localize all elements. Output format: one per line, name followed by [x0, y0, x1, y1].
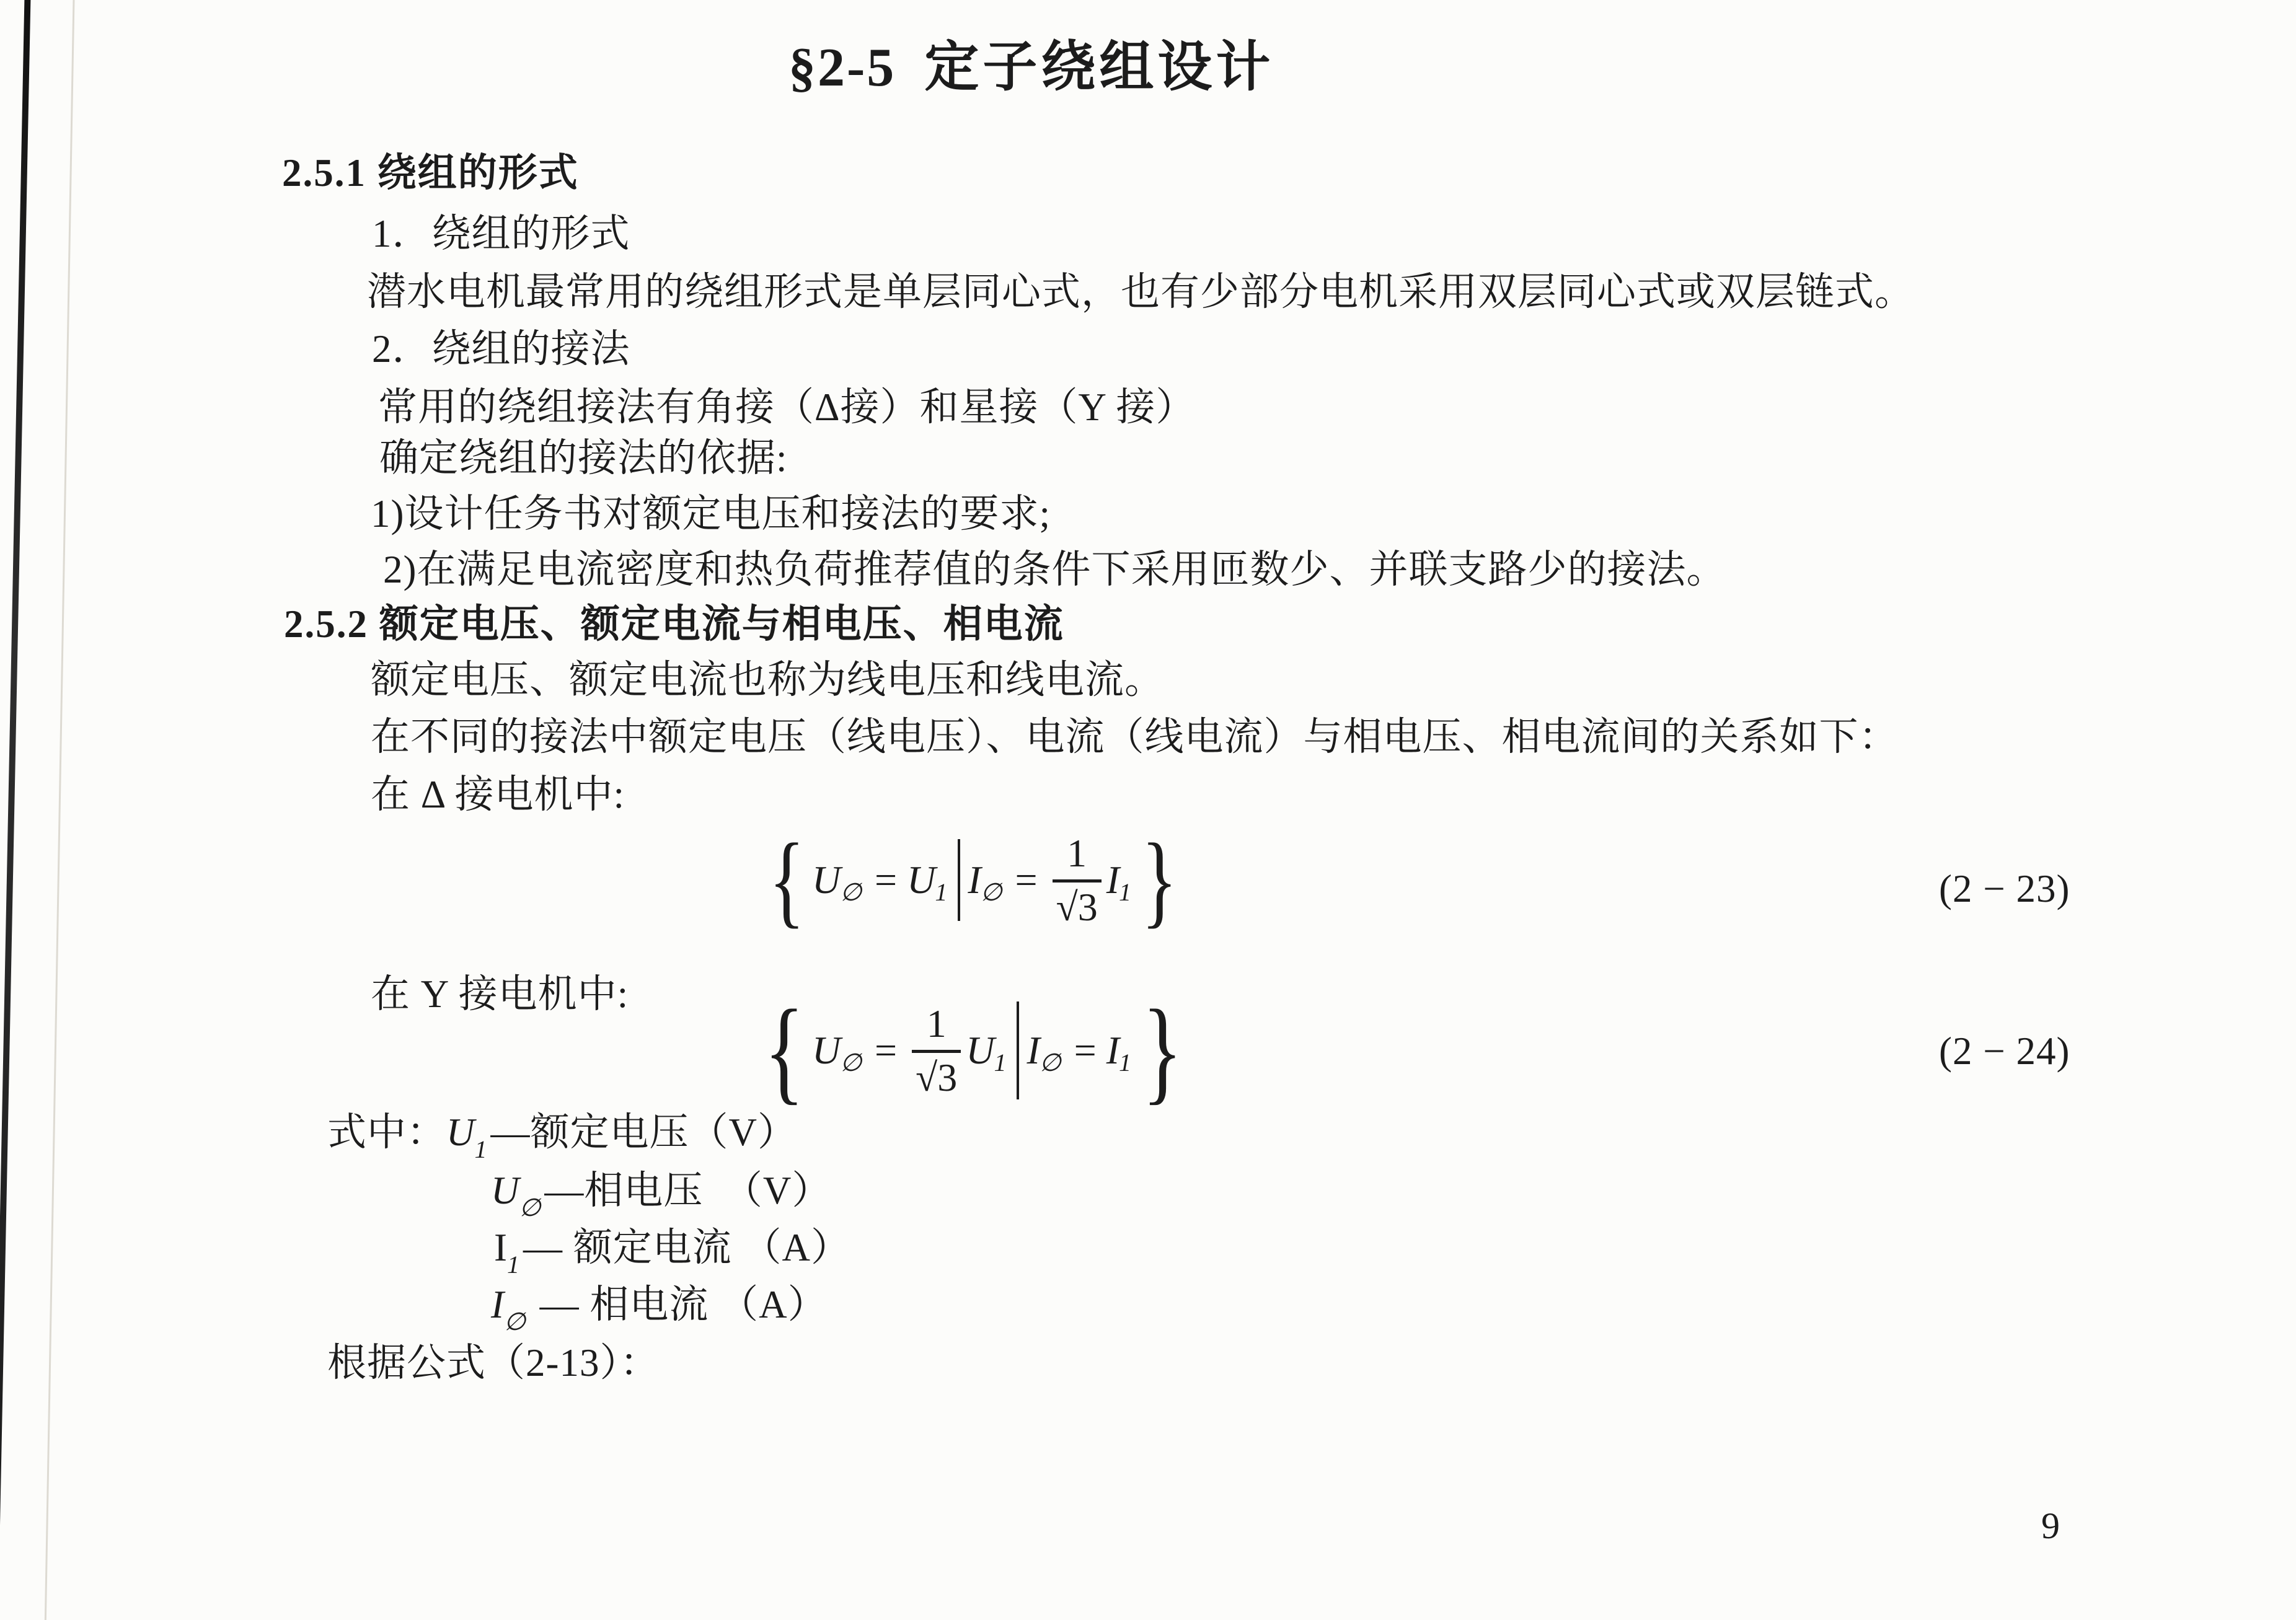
body-line-relation-intro: 在不同的接法中额定电压（线电压）、电流（线电流）与相电压、相电流间的关系如下： — [371, 715, 1899, 759]
body-line-basis-2: 2)在满足电流密度和热负荷推荐值的条件下采用匝数少、并联支路少的接法。 — [383, 548, 1726, 591]
equation-divider-bar — [1017, 1001, 1019, 1099]
subscript-one: 1 — [994, 1049, 1007, 1076]
scan-artifact-line — [44, 0, 75, 1620]
var-i-phase: I — [968, 858, 981, 902]
equation-delta-connection — [713, 822, 1234, 938]
subscript-phase: ∅ — [840, 1049, 862, 1076]
subscript-one: 1 — [474, 1135, 488, 1163]
left-brace: { — [769, 822, 805, 938]
left-brace: { — [764, 985, 805, 1116]
body-line-winding-form-item: 1．绕组的形式 — [372, 212, 630, 255]
fraction-numerator: 1 — [1067, 830, 1087, 875]
equals-sign: = — [1074, 1028, 1097, 1072]
definition-text: — 额定电流 （A） — [523, 1226, 850, 1269]
subscript-phase: ∅ — [519, 1194, 542, 1222]
where-row-rated-voltage — [327, 1108, 797, 1163]
equals-sign: = — [1015, 858, 1038, 902]
book-binding-edge — [0, 0, 31, 1620]
subscript-phase: ∅ — [840, 878, 862, 906]
where-prefix: 式中： — [327, 1111, 446, 1154]
body-line-connection-types: 常用的绕组接法有角接（Δ接）和星接（Y 接） — [378, 385, 1196, 429]
equation-number-2-24: (2 − 24) — [1939, 1029, 2070, 1073]
body-line-basis-1: 1)设计任务书对额定电压和接法的要求; — [371, 492, 1051, 535]
section-title — [788, 24, 1274, 102]
equals-sign: = — [875, 1028, 898, 1072]
where-row-phase-current — [491, 1280, 828, 1336]
where-row-rated-current — [494, 1223, 850, 1279]
subscript-phase: ∅ — [503, 1308, 526, 1336]
subscript-phase: ∅ — [1039, 1049, 1061, 1076]
fraction-numerator: 1 — [926, 1001, 947, 1046]
equals-sign: = — [875, 858, 898, 902]
var-i-line: I — [494, 1226, 508, 1269]
var-i-line: I — [1106, 1028, 1120, 1072]
body-line-star-intro: 在 Y 接电机中: — [371, 972, 629, 1016]
body-line-winding-form-desc: 潜水电机最常用的绕组形式是单层同心式，也有少部分电机采用双层同心式或双层链式。 — [367, 270, 1914, 314]
heading-2-5-1: 2.5.1 绕组的形式 — [282, 151, 579, 195]
definition-text: —相电压 （V） — [544, 1169, 832, 1212]
heading-2-5-2: 2.5.2 额定电压、额定电流与相电压、相电流 — [284, 602, 1064, 646]
subscript-one: 1 — [935, 878, 948, 906]
section-title-text: 定子绕组设计 — [924, 38, 1274, 98]
subscript-one: 1 — [1119, 878, 1132, 906]
var-u-phase: U — [811, 858, 841, 902]
equation-number-2-23: (2 − 23) — [1939, 867, 2070, 910]
body-line-connection-basis: 确定绕组的接法的依据: — [379, 436, 788, 480]
var-u-line: U — [446, 1111, 475, 1154]
equation-star-connection — [713, 985, 1234, 1116]
definition-text: — 相电流 （A） — [529, 1283, 828, 1326]
fraction-one-over-sqrt3 — [1053, 830, 1102, 929]
subscript-one: 1 — [1119, 1049, 1132, 1076]
body-line-formula-ref: 根据公式（2-13）： — [327, 1341, 660, 1384]
fraction-denominator: √3 — [912, 1050, 961, 1098]
fraction-denominator: √3 — [1053, 879, 1102, 927]
page-number: 9 — [2041, 1505, 2060, 1546]
right-brace: } — [1142, 985, 1183, 1116]
body-line-delta-intro: 在 Δ 接电机中: — [371, 773, 625, 816]
var-i-phase: I — [1027, 1028, 1040, 1072]
var-u-line: U — [907, 858, 936, 902]
var-i-phase: I — [491, 1283, 505, 1326]
body-line-connection-item: 2．绕组的接法 — [372, 327, 630, 371]
body-line-rated-alias: 额定电压、额定电流也称为线电压和线电流。 — [371, 658, 1164, 702]
definition-text: —额定电压（V） — [490, 1111, 797, 1154]
var-i-line: I — [1106, 858, 1120, 902]
equation-divider-bar — [958, 839, 960, 921]
section-number: §2-5 — [788, 38, 896, 98]
subscript-phase: ∅ — [980, 878, 1002, 906]
where-row-phase-voltage — [491, 1166, 832, 1222]
var-u-phase: U — [811, 1028, 841, 1072]
right-brace: } — [1141, 822, 1178, 938]
var-u-phase: U — [491, 1169, 520, 1212]
var-u-line: U — [966, 1028, 995, 1072]
fraction-one-over-sqrt3 — [912, 1001, 961, 1099]
subscript-one: 1 — [506, 1251, 520, 1279]
